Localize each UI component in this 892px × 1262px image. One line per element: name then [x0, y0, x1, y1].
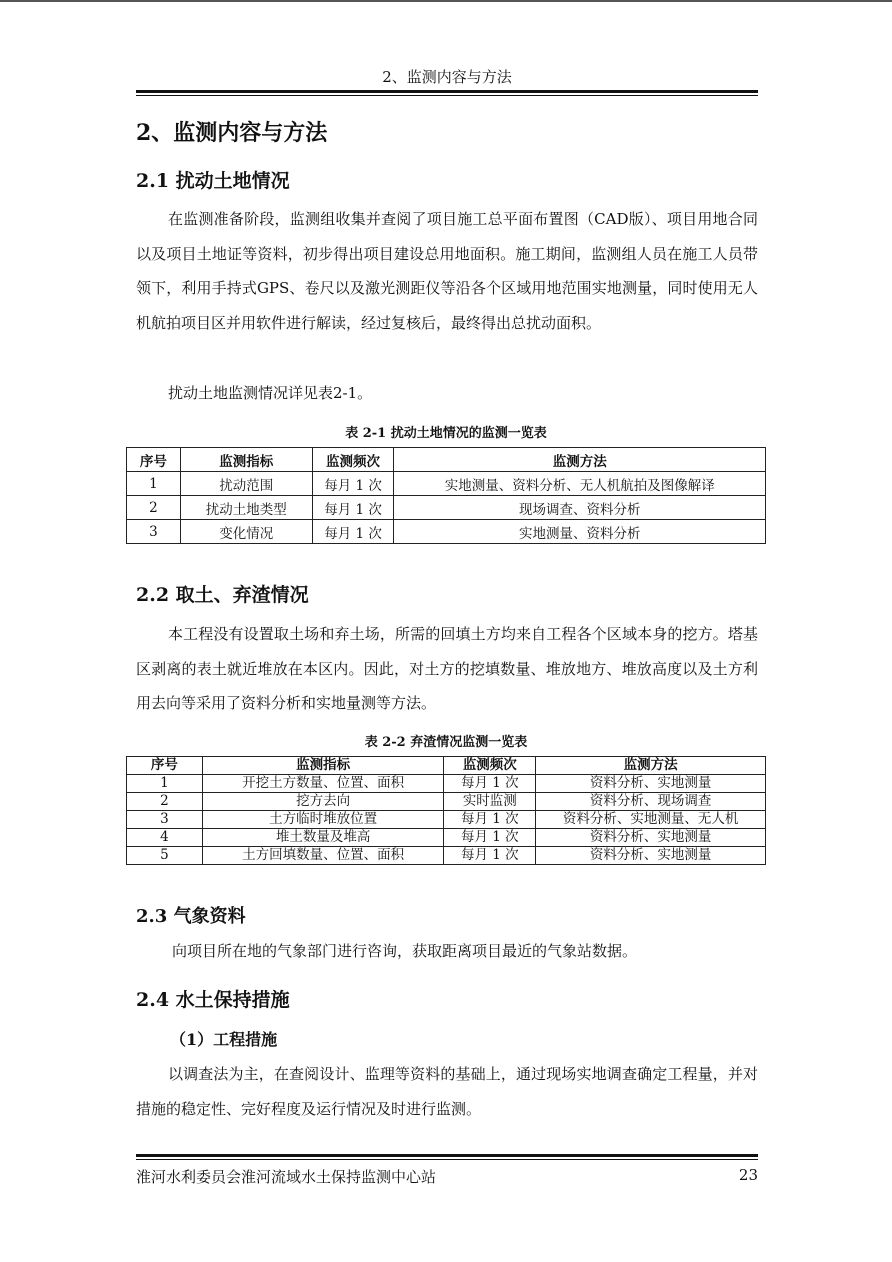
table-cell: 5 — [127, 847, 203, 865]
table-2-1-caption: 表 2-1 扰动土地情况的监测一览表 — [345, 426, 547, 441]
table-cell: 开挖土方数量、位置、面积 — [202, 775, 444, 793]
table-row — [127, 793, 766, 811]
section-2-2-title: 2.2 取土、弃渣情况 — [136, 584, 309, 606]
section-2-3-title: 2.3 气象资料 — [136, 906, 246, 927]
header-cell: 监测频次 — [444, 757, 536, 775]
header-cell: 监测指标 — [180, 448, 312, 472]
table-2-2-caption: 表 2-2 弃渣情况监测一览表 — [364, 735, 528, 750]
table-cell: 资料分析、现场调查 — [536, 793, 766, 811]
table-cell: 2 — [127, 793, 203, 811]
table-cell: 土方临时堆放位置 — [202, 811, 444, 829]
section-2-4-title: 2.4 水土保持措施 — [136, 989, 290, 1011]
table-cell: 每月 1 次 — [444, 847, 536, 865]
table-cell: 实地测量、资料分析、无人机航拍及图像解译 — [394, 472, 766, 496]
table-row — [127, 520, 766, 544]
table-cell: 每月 1 次 — [444, 775, 536, 793]
page-number: 23 — [738, 1166, 758, 1184]
table-cell: 2 — [127, 496, 181, 520]
table-2-1 — [126, 447, 766, 544]
table-cell: 每月 1 次 — [444, 829, 536, 847]
table-cell: 每月 1 次 — [444, 811, 536, 829]
section-2-2-paragraph: 本工程没有设置取土场和弃土场，所需的回填土方均来自工程各个区域本身的挖方。塔基区剥离的表土就近堆放在本区内。因此，对土方的挖填数量、堆放地方、堆放高度以及土方利用去向等采用了资料分析和实地量测等方法。 — [136, 625, 758, 712]
table-row — [127, 472, 766, 496]
table-cell: 4 — [127, 829, 203, 847]
table-cell: 1 — [127, 775, 203, 793]
table-cell: 现场调查、资料分析 — [394, 496, 766, 520]
chapter-title: 2、监测内容与方法 — [136, 120, 328, 146]
table-cell: 每月 1 次 — [312, 520, 394, 544]
table-row — [127, 775, 766, 793]
table-cell: 资料分析、实地测量 — [536, 829, 766, 847]
table-row — [127, 811, 766, 829]
section-2-1-paragraph: 在监测准备阶段，监测组收集并查阅了项目施工总平面布置图（CAD版）、项目用地合同以及项目土地证等资料，初步得出项目建设总用地面积。施工期间，监测组人员在施工人员带领下，利用手持式GPS、卷尺以及激光测距仪等沿各个区域用地范围实地测量，同时使用无人机航拍项目区并用软件进行解读，经过复核后，最终得出总扰动面积。 — [136, 210, 758, 332]
table-cell: 扰动土地类型 — [180, 496, 312, 520]
footer-organization: 淮河水利委员会淮河流域水土保持监测中心站 — [136, 1168, 437, 1186]
table-cell: 每月 1 次 — [312, 496, 394, 520]
header-cell: 监测频次 — [312, 448, 394, 472]
header-cell: 监测指标 — [202, 757, 444, 775]
header-rule-thick — [136, 90, 758, 93]
table-cell: 3 — [127, 811, 203, 829]
table-cell: 1 — [127, 472, 181, 496]
table-2-2 — [126, 756, 766, 865]
table-cell: 扰动范围 — [180, 472, 312, 496]
table-cell: 资料分析、实地测量、无人机 — [536, 811, 766, 829]
header-cell: 序号 — [127, 448, 181, 472]
table-cell: 土方回填数量、位置、面积 — [202, 847, 444, 865]
table-cell: 实地测量、资料分析 — [394, 520, 766, 544]
header-rule-thin — [136, 95, 758, 96]
table-cell: 挖方去向 — [202, 793, 444, 811]
table-row — [127, 829, 766, 847]
header-cell: 监测方法 — [394, 448, 766, 472]
footer-rule-thick — [136, 1154, 758, 1157]
header-cell: 监测方法 — [536, 757, 766, 775]
section-2-1-title: 2.1 扰动土地情况 — [136, 170, 290, 192]
table-cell: 资料分析、实地测量 — [536, 847, 766, 865]
header-cell: 序号 — [127, 757, 203, 775]
table-header-row — [127, 757, 766, 775]
table-cell: 3 — [127, 520, 181, 544]
section-2-3-paragraph: 向项目所在地的气象部门进行咨询，获取距离项目最近的气象站数据。 — [172, 942, 638, 960]
section-2-4-paragraph: 以调查法为主，在查阅设计、监理等资料的基础上，通过现场实地调查确定工程量，并对措施的稳定性、完好程度及运行情况及时进行监测。 — [136, 1065, 758, 1118]
table-cell: 每月 1 次 — [312, 472, 394, 496]
table-header-row — [127, 448, 766, 472]
table-cell: 实时监测 — [444, 793, 536, 811]
running-header: 2、监测内容与方法 — [382, 68, 512, 86]
table-row — [127, 847, 766, 865]
table-cell: 变化情况 — [180, 520, 312, 544]
table-cell: 资料分析、实地测量 — [536, 775, 766, 793]
footer-rule-thin — [136, 1159, 758, 1160]
table-cell: 堆土数量及堆高 — [202, 829, 444, 847]
section-2-1-table-ref: 扰动土地监测情况详见表2-1。 — [168, 384, 373, 402]
scan-top-border — [0, 0, 892, 2]
table-row — [127, 496, 766, 520]
subsection-engineering-measures: （1）工程措施 — [170, 1030, 278, 1049]
